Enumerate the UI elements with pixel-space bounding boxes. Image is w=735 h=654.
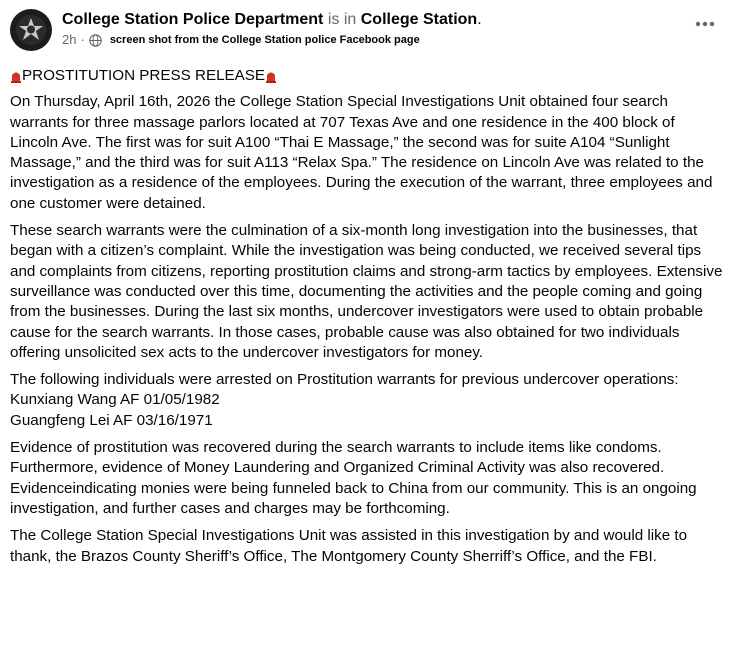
- paragraph-thanks: The College Station Special Investigations Unit was assisted in this investigation by and would like to thank, the Brazos County Sheriff’s Office, The Montgomery County Sherriff’s Office, and the FBI.: [10, 527, 688, 565]
- location-link[interactable]: College Station: [360, 11, 478, 28]
- author-line: [62, 10, 482, 30]
- screenshot-caption: screen shot from the College Station police Facebook page: [109, 34, 420, 46]
- arrest-item: Guangfeng Lei AF 03/16/1971: [10, 411, 213, 429]
- post-body: [10, 66, 725, 567]
- meta-separator: ·: [80, 32, 85, 47]
- paragraph-warrants: On Thursday, April 16th, 2026 the College Station Special Investigations Unit obtained four search warrants for three massage parlors located at 707 Texas Ave and one residence in the 400 block of Lincoln Ave. The first was for suit A100 “Thai E Massage,” the second was for suite A104 “Sunlight Massage,” and the third was for suit A113 “Relax Spa.” The residence on Lincoln Ave was related to the investigation as a residence of the employees. During the execution of the warrant, three employees and one customer were detained.: [10, 93, 713, 212]
- is-in-text: is in: [323, 11, 361, 28]
- post-meta: [62, 32, 482, 48]
- location-suffix: .: [477, 11, 482, 28]
- paragraph-investigation: These search warrants were the culmination of a six-month long investigation into the businesses, that began with a citizen’s complaint. While the investigation was being conducted, we received several tips and complaints from citizens, reporting prostitution claims and strong-arm tactics by employees. Extensive surveillance was conducted over this time, documenting the activities and the people coming and going from the businesses. During the last six months, undercover investigators were used to obtain probable cause for the search warrants. In those cases, probable cause was also obtained for two individuals offering unsolicited sex acts to the undercover investigators for money.: [10, 222, 723, 361]
- arrests-section: [10, 370, 725, 431]
- more-options-icon[interactable]: [689, 14, 721, 34]
- arrest-item: Kunxiang Wang AF 01/05/1982: [10, 391, 220, 409]
- police-siren-icon: [10, 69, 22, 83]
- press-title-text: PROSTITUTION PRESS RELEASE: [22, 67, 266, 84]
- police-siren-icon: [265, 69, 277, 83]
- globe-icon[interactable]: [89, 34, 102, 47]
- post-header: [10, 8, 725, 56]
- author-name-link[interactable]: College Station Police Department: [62, 11, 324, 28]
- post-timestamp[interactable]: 2h: [62, 32, 77, 47]
- police-badge-icon[interactable]: [10, 9, 52, 51]
- arrests-intro: The following individuals were arrested on Prostitution warrants for previous undercover operations:: [10, 371, 679, 389]
- paragraph-evidence: Evidence of prostitution was recovered during the search warrants to include items like condoms. Furthermore, evidence of Money Laundering and Organized Criminal Activity was also recovered. Evidenceindicating monies were being funneled back to China from our community. This is an ongoing investigation, and further cases and charges may be forthcoming.: [10, 439, 697, 517]
- press-release-title: [10, 66, 725, 86]
